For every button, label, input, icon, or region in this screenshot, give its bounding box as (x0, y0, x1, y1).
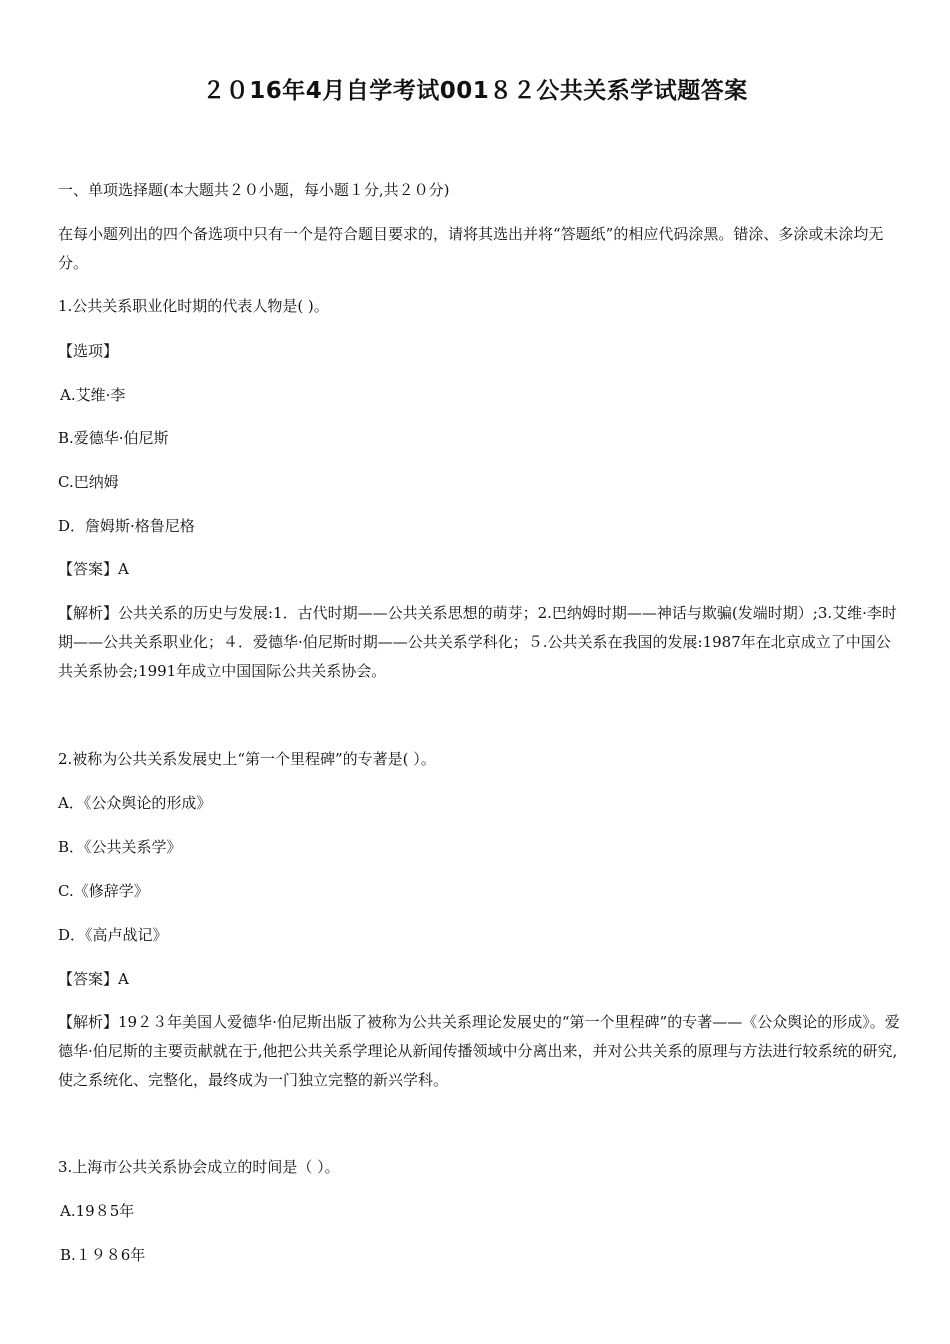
question-1-analysis: 【解析】公共关系的历史与发展:1．古代时期——公共关系思想的萌芽；2.巴纳姆时期——神话与欺骗(发端时期）;3.艾维·李时期——公共关系职业化；４．爱德华·伯尼斯时期——公共关系学科化；５.公共关系在我国的发展:1987年在北京成立了中国公共关系协会;1991年成立中国国际公共关系协会。 (58, 604, 897, 680)
question-1-stem: 1.公共关系职业化时期的代表人物是( )。 (58, 297, 329, 315)
question-2-option-b: B．《公共关系学》 (58, 838, 182, 856)
question-3-option-b: B.１９８6年 (60, 1246, 146, 1264)
instructions: 在每小题列出的四个备选项中只有一个是符合题目要求的，请将其选出并将“答题纸”的相应代码涂黑。错涂、多涂或未涂均无分。 (58, 225, 884, 272)
question-2-option-d: D．《高卢战记》 (58, 926, 168, 944)
question-2-stem: 2.被称为公共关系发展史上“第一个里程碑”的专著是( ）。 (58, 750, 436, 768)
question-1-option-c: C.巴纳姆 (58, 473, 119, 491)
question-2-option-a: A．《公众舆论的形成》 (58, 794, 212, 812)
question-1-option-b: B.爱德华·伯尼斯 (58, 429, 169, 447)
question-1-option-a: A.艾维·李 (60, 386, 126, 404)
question-2-answer: 【答案】A (58, 970, 129, 988)
question-1-options-label: 【选项】 (58, 342, 119, 360)
document-title: ２０16年4月自学考试001８２公共关系学试题答案 (202, 78, 748, 104)
question-1-answer: 【答案】A (58, 560, 129, 578)
section-heading: 一、单项选择题(本大题共２０小题，每小题１分,共２０分) (58, 181, 450, 199)
question-2-option-c: C.《修辞学》 (58, 882, 149, 900)
question-3-stem: 3.上海市公共关系协会成立的时间是（ ）。 (58, 1158, 340, 1176)
question-1-option-d: D．詹姆斯·格鲁尼格 (58, 517, 195, 535)
question-3-option-a: A.19８5年 (60, 1202, 135, 1220)
question-2-analysis: 【解析】19２３年美国人爱德华·伯尼斯出版了被称为公共关系理论发展史的“第一个里程碑”的专著——《公众舆论的形成》。爱德华·伯尼斯的主要贡献就在于,他把公共关系学理论从新闻传播领域中分离出来，并对公共关系的原理与方法进行较系统的研究,使之系统化、完整化，最终成为一门独立完整的新兴学科。 (58, 1013, 900, 1089)
